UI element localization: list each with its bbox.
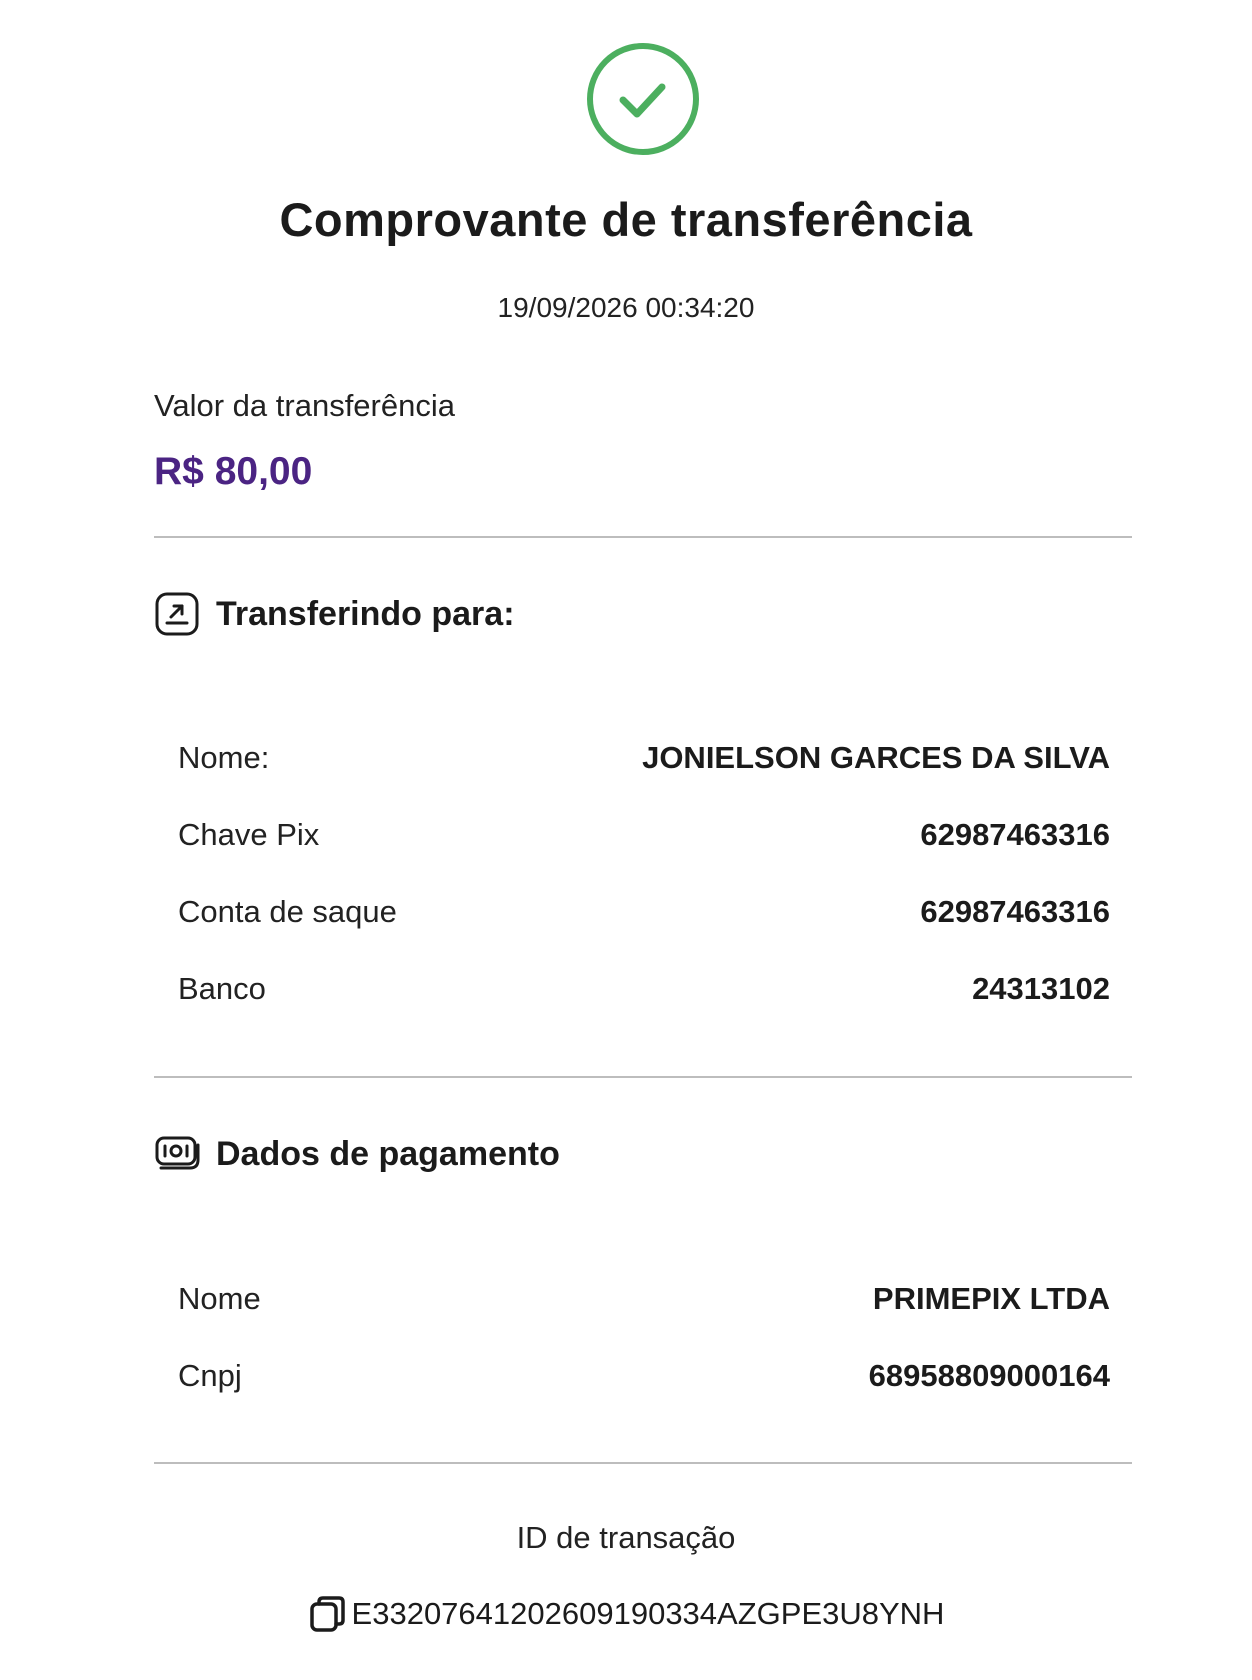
check-circle-icon: [586, 42, 700, 156]
row-label: Chave Pix: [178, 817, 320, 852]
row-label: Cnpj: [178, 1358, 242, 1393]
copy-icon[interactable]: [308, 1594, 348, 1634]
row-value: 62987463316: [920, 817, 1110, 852]
amount-label: Valor da transferência: [154, 388, 455, 423]
recipient-row-name: [178, 736, 1110, 780]
payment-section-header: [154, 1129, 560, 1179]
row-label: Conta de saque: [178, 894, 397, 929]
payment-section-title: Dados de pagamento: [216, 1134, 560, 1173]
recipient-row-pix-key: [178, 813, 1110, 857]
divider: [154, 1076, 1132, 1078]
row-label: Nome:: [178, 740, 270, 775]
row-value: 68958809000164: [868, 1358, 1110, 1393]
transfer-out-icon: [154, 591, 200, 637]
payment-row-name: [178, 1277, 1110, 1321]
transaction-id-value[interactable]: E33207641202609190334AZGPE3U8YNH: [351, 1596, 945, 1631]
page-title: Comprovante de transferência: [279, 193, 973, 246]
payment-row-cnpj: [178, 1354, 1110, 1398]
money-icon: [154, 1131, 200, 1177]
row-value: 24313102: [972, 971, 1110, 1006]
row-label: Nome: [178, 1281, 261, 1316]
recipient-section-title: Transferindo para:: [216, 594, 515, 633]
divider: [154, 536, 1132, 538]
row-value: JONIELSON GARCES DA SILVA: [642, 740, 1110, 775]
recipient-section-header: [154, 589, 515, 639]
transaction-id-row[interactable]: [0, 1594, 1252, 1634]
transfer-datetime: 19/09/2026 00:34:20: [497, 292, 755, 323]
recipient-row-bank: [178, 967, 1110, 1011]
transaction-id-label: ID de transação: [516, 1520, 736, 1555]
amount-value: R$ 80,00: [154, 450, 313, 493]
row-label: Banco: [178, 971, 266, 1006]
row-value: 62987463316: [920, 894, 1110, 929]
divider: [154, 1462, 1132, 1464]
row-value: PRIMEPIX LTDA: [872, 1281, 1110, 1316]
recipient-row-account: [178, 890, 1110, 934]
